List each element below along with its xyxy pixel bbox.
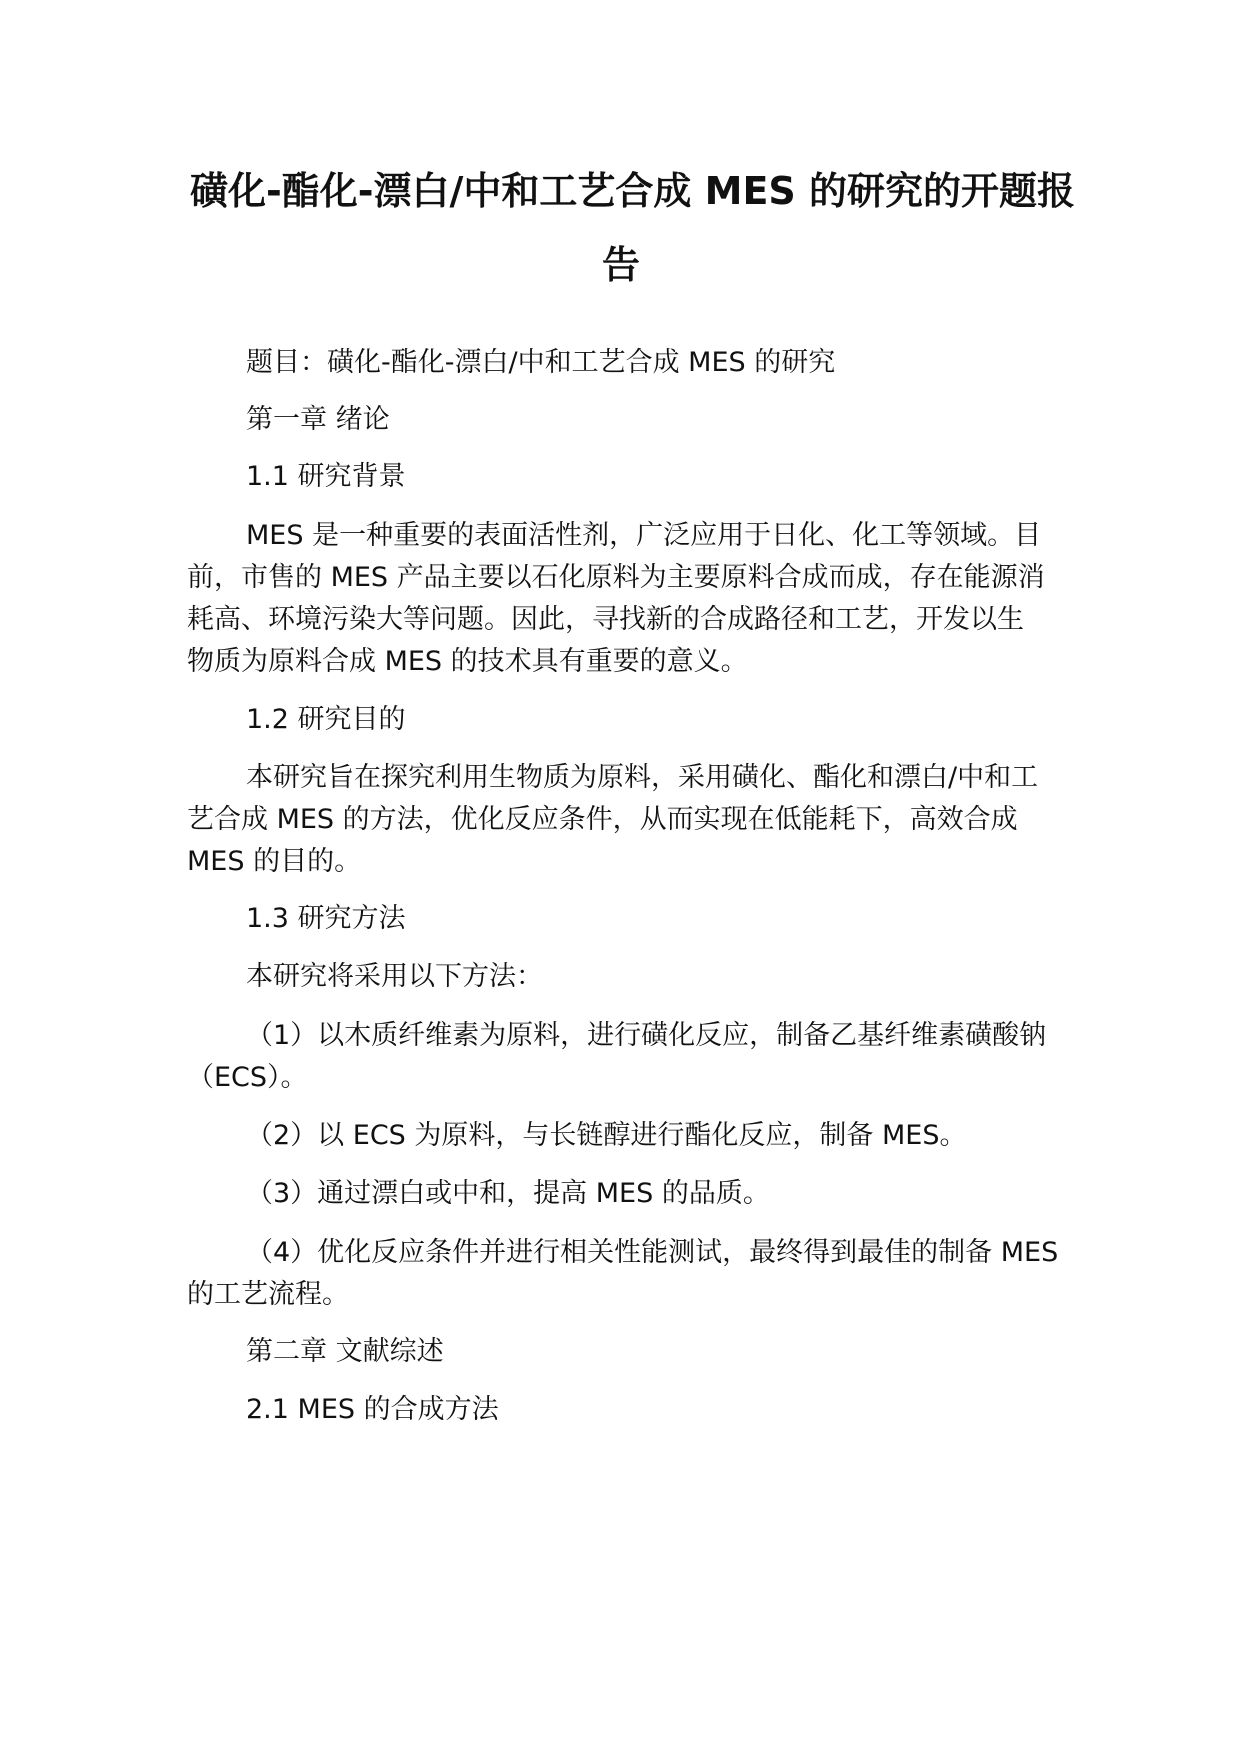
methods-intro: 本研究将采用以下方法： (246, 961, 543, 992)
method-1-line-2: （ECS）。 (187, 1062, 308, 1093)
paragraph-background-line-3: 耗高、环境污染大等问题。因此，寻找新的合成路径和工艺，开发以生 (187, 604, 1024, 635)
document-title-line-1: 磺化-酯化-漂白/中和工艺合成 MES 的研究的开题报 (190, 169, 1076, 213)
paragraph-purpose-line-3: MES 的目的。 (187, 846, 362, 877)
paragraph-purpose-line-1: 本研究旨在探究利用生物质为原料，采用磺化、酯化和漂白/中和工 (246, 762, 1039, 793)
chapter-2-heading: 第二章 文献综述 (246, 1336, 444, 1367)
method-2: （2）以 ECS 为原料，与长链醇进行酯化反应，制备 MES。 (246, 1120, 967, 1151)
method-4-line-2: 的工艺流程。 (187, 1279, 349, 1310)
paragraph-background-line-4: 物质为原料合成 MES 的技术具有重要的意义。 (187, 646, 748, 677)
section-1-3-heading: 1.3 研究方法 (246, 903, 406, 934)
document-title-line-2: 告 (601, 243, 640, 287)
paragraph-purpose-line-2: 艺合成 MES 的方法，优化反应条件，从而实现在低能耗下，高效合成 (187, 804, 1018, 835)
method-4-line-1: （4）优化反应条件并进行相关性能测试，最终得到最佳的制备 MES (246, 1237, 1059, 1268)
paragraph-background-line-2: 前，市售的 MES 产品主要以石化原料为主要原料合成而成，存在能源消 (187, 562, 1045, 593)
topic-line: 题目：磺化-酯化-漂白/中和工艺合成 MES 的研究 (246, 347, 836, 378)
section-1-1-heading: 1.1 研究背景 (246, 461, 406, 492)
section-1-2-heading: 1.2 研究目的 (246, 704, 406, 735)
method-1-line-1: （1）以木质纤维素为原料，进行磺化反应，制备乙基纤维素磺酸钠 (246, 1020, 1047, 1051)
paragraph-background-line-1: MES 是一种重要的表面活性剂，广泛应用于日化、化工等领域。目 (246, 520, 1042, 551)
chapter-1-heading: 第一章 绪论 (246, 404, 390, 435)
method-3: （3）通过漂白或中和，提高 MES 的品质。 (246, 1178, 770, 1209)
section-2-1-heading: 2.1 MES 的合成方法 (246, 1394, 499, 1425)
